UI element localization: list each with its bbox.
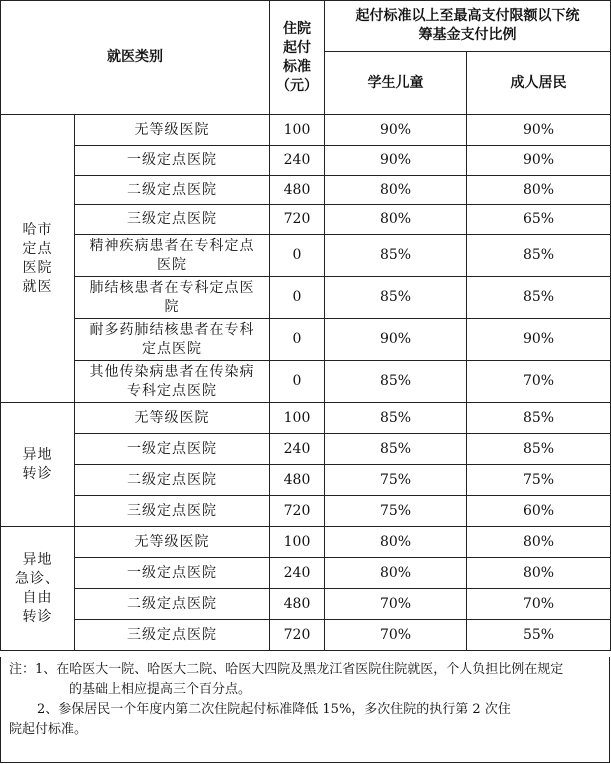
student-ratio: 90% [325, 319, 467, 361]
student-ratio: 70% [325, 620, 467, 651]
header-row-1 [1, 1, 611, 52]
threshold-value: 720 [270, 205, 325, 235]
group-label-line: 医院 [22, 259, 53, 276]
group-label-line: 急诊、 [15, 570, 60, 587]
hospital-type [75, 589, 270, 620]
hospital-type-line: 无等级医院 [134, 533, 210, 550]
student-ratio: 80% [325, 558, 467, 589]
header-student: 学生儿童 [325, 52, 467, 115]
header-adult: 成人居民 [467, 52, 611, 115]
group-label-line: 就医 [22, 278, 53, 295]
student-ratio: 75% [325, 496, 467, 527]
hospital-type [75, 527, 270, 558]
threshold-value: 100 [270, 115, 325, 146]
hospital-type [75, 235, 270, 277]
threshold-value: 0 [270, 319, 325, 361]
hospital-type-line: 精神疾病患者在专科定点 [89, 237, 255, 254]
student-ratio: 85% [325, 235, 467, 277]
group-label-line: 异地 [22, 446, 53, 463]
group-label [1, 527, 75, 651]
table-row [1, 558, 611, 589]
adult-ratio: 80% [467, 176, 611, 205]
hospital-type [75, 434, 270, 465]
hospital-type-line: 其他传染病患者在传染病 [89, 363, 255, 380]
group-label-line: 转诊 [22, 465, 53, 482]
group-label-line: 异地 [22, 551, 53, 568]
threshold-value: 0 [270, 361, 325, 403]
student-ratio: 80% [325, 205, 467, 235]
group-label-line: 定点 [22, 240, 53, 257]
group-label [1, 115, 75, 403]
table-row [1, 115, 611, 146]
header-threshold-line: 标准 [283, 58, 311, 75]
hospital-type [75, 496, 270, 527]
threshold-value: 480 [270, 465, 325, 496]
hospital-type [75, 403, 270, 434]
hospital-type [75, 620, 270, 651]
adult-ratio: 70% [467, 361, 611, 403]
table-row [1, 205, 611, 235]
table-row [1, 527, 611, 558]
threshold-value: 720 [270, 620, 325, 651]
note-1-line-1: 注：1、在哈医大一院、哈医大二院、哈医大四院及黑龙江省医院住院就医，个人负担比例在规定 [9, 662, 564, 677]
hospital-type-line: 三级定点医院 [127, 502, 217, 519]
header-threshold-line: 住院 [283, 20, 311, 37]
hospital-type-line: 院 [164, 298, 180, 315]
table-row [1, 403, 611, 434]
notes-section [0, 657, 610, 763]
table-row [1, 235, 611, 277]
table-row [1, 434, 611, 465]
threshold-value: 720 [270, 496, 325, 527]
student-ratio: 85% [325, 403, 467, 434]
adult-ratio: 85% [467, 403, 611, 434]
table-body [1, 115, 611, 651]
table-row [1, 361, 611, 403]
note-1-line-2: 的基础上相应提高三个百分点。 [69, 682, 252, 697]
header-category: 就医类别 [1, 1, 270, 115]
adult-ratio: 80% [467, 527, 611, 558]
adult-ratio: 80% [467, 558, 611, 589]
hospital-type [75, 361, 270, 403]
group-label [1, 403, 75, 527]
header-ratio-line: 起付标准以上至最高支付限额以下统 [355, 8, 580, 24]
header-ratio-title [325, 1, 611, 52]
student-ratio: 85% [325, 434, 467, 465]
hospital-type [75, 319, 270, 361]
adult-ratio: 70% [467, 589, 611, 620]
hospital-type-line: 专科定点医院 [127, 382, 217, 399]
hospital-type-line: 一级定点医院 [127, 564, 217, 581]
student-ratio: 80% [325, 527, 467, 558]
adult-ratio: 85% [467, 235, 611, 277]
note-2-line-2: 院起付标准。 [9, 722, 88, 737]
header-threshold-line: （元） [276, 77, 318, 94]
student-ratio: 70% [325, 589, 467, 620]
threshold-value: 240 [270, 146, 325, 176]
hospital-type-line: 二级定点医院 [127, 471, 217, 488]
threshold-value: 0 [270, 277, 325, 319]
table-row [1, 319, 611, 361]
adult-ratio: 60% [467, 496, 611, 527]
student-ratio: 85% [325, 361, 467, 403]
hospital-type-line: 二级定点医院 [127, 595, 217, 612]
adult-ratio: 90% [467, 146, 611, 176]
table-row [1, 176, 611, 205]
note-2-line-1: 2、参保居民一个年度内第二次住院起付标准降低 15%，多次住院的执行第 2 次住 [37, 702, 511, 717]
hospital-type [75, 146, 270, 176]
header-threshold-line: 起付 [283, 39, 311, 56]
table-row [1, 146, 611, 176]
threshold-value: 100 [270, 403, 325, 434]
adult-ratio: 85% [467, 434, 611, 465]
group-label-line: 转诊 [22, 608, 53, 625]
table-row [1, 589, 611, 620]
student-ratio: 90% [325, 115, 467, 146]
student-ratio: 75% [325, 465, 467, 496]
threshold-value: 480 [270, 176, 325, 205]
hospital-type-line: 三级定点医院 [127, 211, 217, 227]
threshold-value: 100 [270, 527, 325, 558]
hospital-type-line: 一级定点医院 [127, 440, 217, 457]
threshold-value: 480 [270, 589, 325, 620]
hospital-type [75, 205, 270, 235]
table-row [1, 465, 611, 496]
hospital-type [75, 115, 270, 146]
header-ratio-line: 筹基金支付比例 [418, 27, 517, 43]
hospital-type-line: 耐多药肺结核患者在专科 [89, 321, 255, 338]
student-ratio: 85% [325, 277, 467, 319]
threshold-value: 240 [270, 558, 325, 589]
table-row [1, 620, 611, 651]
adult-ratio: 55% [467, 620, 611, 651]
adult-ratio: 75% [467, 465, 611, 496]
header-threshold [270, 1, 325, 115]
hospital-type [75, 176, 270, 205]
student-ratio: 80% [325, 176, 467, 205]
student-ratio: 90% [325, 146, 467, 176]
threshold-value: 0 [270, 235, 325, 277]
hospital-type-line: 肺结核患者在专科定点医 [89, 279, 255, 296]
hospital-type-line: 三级定点医院 [127, 626, 217, 643]
group-label-line: 自由 [22, 589, 53, 606]
table-row [1, 277, 611, 319]
hospital-type-line: 二级定点医院 [127, 181, 217, 198]
hospital-type-line: 一级定点医院 [127, 152, 217, 168]
adult-ratio: 90% [467, 115, 611, 146]
hospital-type-line: 无等级医院 [134, 409, 210, 426]
adult-ratio: 85% [467, 277, 611, 319]
hospital-type-line: 定点医院 [142, 340, 202, 357]
adult-ratio: 90% [467, 319, 611, 361]
hospital-type-line: 医院 [157, 256, 187, 273]
hospital-type [75, 465, 270, 496]
table-row [1, 496, 611, 527]
hospital-type [75, 558, 270, 589]
hospital-type [75, 277, 270, 319]
threshold-value: 240 [270, 434, 325, 465]
adult-ratio: 65% [467, 205, 611, 235]
hospital-type-line: 无等级医院 [134, 121, 210, 138]
group-label-line: 哈市 [22, 221, 53, 238]
